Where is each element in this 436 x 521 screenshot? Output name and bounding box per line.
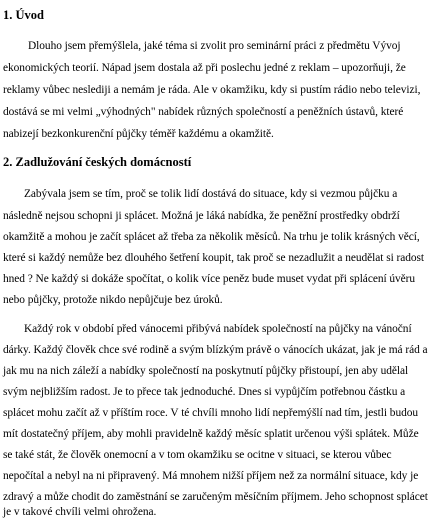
paragraph-line: Zabývala jsem se tím, proč se tolik lidí dostává do situace, kdy si vezmou půjčku a (24, 188, 398, 200)
paragraph-line: nepočítal a nebyl na ni připravený. Má mnohem nižší příjem než za normální situace, kdy je (3, 470, 419, 482)
section-heading-household-debt: 2. Zadlužování českých domácností (3, 155, 192, 169)
paragraph-line: Dlouho jsem přemýšlela, jaké téma si zvolit pro seminární práci z předmětu Vývoj (28, 40, 401, 52)
paragraph-line: jak mu na nich záleží a nabídky společností na poskytnutí půjčky přistoupí, jen aby udělal (3, 365, 409, 377)
paragraph-line: ekonomických teorií. Nápad jsem dostala až při poslechu jedné z reklam – upozorňuji, že (3, 62, 406, 74)
paragraph-line: následně nejsou schopni ji splácet. Možná je láká nabídka, že peněžní prostředky obdrží (3, 210, 400, 222)
paragraph-line: hned ? Ne každý si dokáže spočítat, o kolik více peněz bude muset vydat při splácení úvěru (3, 273, 416, 285)
paragraph-line: nebo půjčky, protože nikdo nepůjčuje bez úroků. (3, 294, 223, 306)
section-heading-intro: 1. Úvod (3, 8, 44, 22)
paragraph-line: nabizejí bezkonkurenční půjčky téměř každému a okamžitě. (3, 128, 274, 140)
paragraph-line: Každý rok v období před vánocemi přibývá nabídek společností na půjčky na vánoční (24, 323, 412, 335)
paragraph-line: okamžitě a mohou je začít splácet až třeba za několik měsíců. Na trhu je tolik krásných věcí, (3, 231, 420, 243)
paragraph-line: dostává se mi velmi „výhodných" nabídek různých společností a peněžních ústavů, které (3, 106, 404, 118)
paragraph-line: svým nejbližším radost. Je to přece tak jednoduché. Dnes si vypůjčím potřebnou částku a (3, 386, 406, 398)
paragraph-line: mít dostatečný příjem, aby mohli pravidelně každý měsíc splatit určenou výši splátek. Může (3, 428, 419, 440)
paragraph-line: reklamy vůbec neslediji a nemám je ráda. Ale v okamžiku, kdy si pustím rádio nebo televizi, (3, 84, 421, 96)
paragraph-line: zdravý a může chodit do zaměstnání se zaručeným měsíčním příjmem. Jeho schopnost splácet (3, 491, 428, 503)
paragraph-line: se také stát, že člověk onemocní a v tom okamžiku se ocitne v situaci, se kterou vůbec (3, 449, 392, 461)
paragraph-line: dárky. Každý člověk chce své rodině a svým blízkým právě o vánocích ukázat, jak je má rád a (3, 344, 428, 356)
paragraph-line: které si každý nemůže bez dlouhého šetření koupit, tak proč se nezadlužit a neudělat si radost (3, 252, 425, 264)
paragraph-line: je v takové chvíli velmi ohrožena. (3, 506, 157, 518)
paragraph-line: splácet mohu začít až v příštím roce. V té chvíli mnoho lidí nepřemýšlí nad tím, jestli budou (3, 407, 419, 419)
